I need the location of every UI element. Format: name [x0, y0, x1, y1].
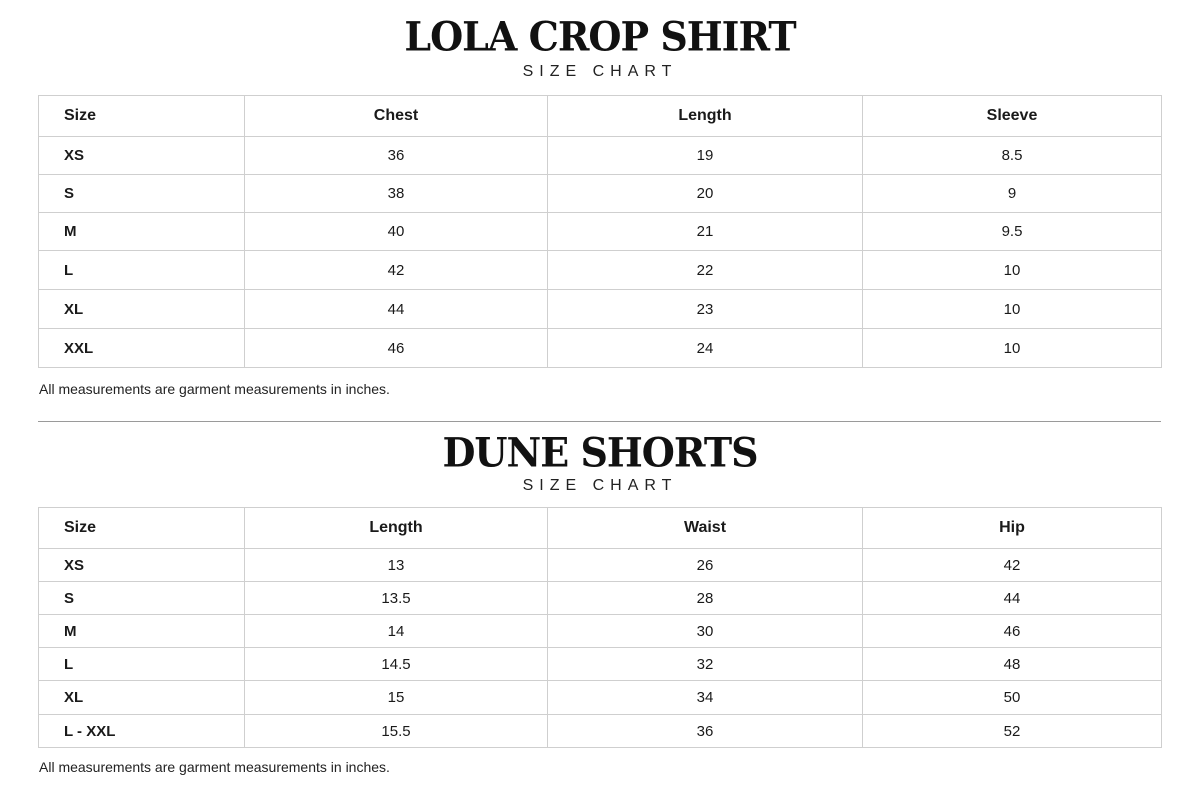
table-cell: 36 — [245, 137, 548, 175]
table-cell: 14.5 — [245, 648, 548, 681]
size-cell: XS — [39, 137, 245, 175]
table-cell: 44 — [863, 582, 1162, 615]
column-header: Waist — [548, 508, 863, 549]
table-cell: 19 — [548, 137, 863, 175]
table-cell: 10 — [863, 251, 1162, 290]
table-cell: 42 — [245, 251, 548, 290]
table-cell: 28 — [548, 582, 863, 615]
table-row — [39, 175, 1162, 213]
table-cell: 44 — [245, 290, 548, 329]
shorts-title: DUNE SHORTS — [442, 428, 758, 477]
table-cell: 40 — [245, 213, 548, 251]
table-cell: 8.5 — [863, 137, 1162, 175]
table-row — [39, 648, 1162, 681]
table-cell: 15 — [245, 681, 548, 715]
table-cell: 46 — [245, 329, 548, 368]
table-row — [39, 715, 1162, 748]
table-row — [39, 549, 1162, 582]
table-row — [39, 582, 1162, 615]
table-header-row — [39, 96, 1162, 137]
shirt-measurement-note: All measurements are garment measurements in inches. — [39, 381, 390, 397]
table-cell: 10 — [863, 329, 1162, 368]
table-cell: 34 — [548, 681, 863, 715]
table-cell: 50 — [863, 681, 1162, 715]
column-header: Hip — [863, 508, 1162, 549]
table-cell: 10 — [863, 290, 1162, 329]
table-row — [39, 681, 1162, 715]
size-cell: S — [39, 582, 245, 615]
size-cell: L — [39, 251, 245, 290]
table-cell: 24 — [548, 329, 863, 368]
table-cell: 22 — [548, 251, 863, 290]
table-cell: 32 — [548, 648, 863, 681]
column-header: Length — [245, 508, 548, 549]
column-header: Sleeve — [863, 96, 1162, 137]
size-cell: M — [39, 213, 245, 251]
table-row — [39, 213, 1162, 251]
table-row — [39, 290, 1162, 329]
table-row — [39, 251, 1162, 290]
size-cell: S — [39, 175, 245, 213]
column-header: Size — [39, 508, 245, 549]
table-cell: 38 — [245, 175, 548, 213]
table-cell: 13 — [245, 549, 548, 582]
table-cell: 14 — [245, 615, 548, 648]
table-row — [39, 615, 1162, 648]
shorts-size-table — [38, 507, 1162, 748]
table-cell: 15.5 — [245, 715, 548, 748]
size-cell: M — [39, 615, 245, 648]
table-cell: 9.5 — [863, 213, 1162, 251]
size-cell: XXL — [39, 329, 245, 368]
size-cell: L — [39, 648, 245, 681]
shirt-subtitle: SIZE CHART — [522, 63, 678, 80]
size-cell: XL — [39, 681, 245, 715]
column-header: Length — [548, 96, 863, 137]
table-cell: 52 — [863, 715, 1162, 748]
table-cell: 23 — [548, 290, 863, 329]
shirt-title: LOLA CROP SHIRT — [404, 12, 796, 61]
section-divider — [38, 421, 1161, 422]
table-cell: 36 — [548, 715, 863, 748]
table-cell: 13.5 — [245, 582, 548, 615]
table-cell: 48 — [863, 648, 1162, 681]
table-cell: 30 — [548, 615, 863, 648]
table-cell: 26 — [548, 549, 863, 582]
column-header: Chest — [245, 96, 548, 137]
size-cell: L - XXL — [39, 715, 245, 748]
shorts-subtitle: SIZE CHART — [522, 477, 678, 494]
table-row — [39, 137, 1162, 175]
size-cell: XS — [39, 549, 245, 582]
table-cell: 42 — [863, 549, 1162, 582]
shorts-measurement-note: All measurements are garment measurements in inches. — [39, 759, 390, 775]
table-header-row — [39, 508, 1162, 549]
table-row — [39, 329, 1162, 368]
size-cell: XL — [39, 290, 245, 329]
column-header: Size — [39, 96, 245, 137]
table-cell: 46 — [863, 615, 1162, 648]
table-cell: 9 — [863, 175, 1162, 213]
table-cell: 20 — [548, 175, 863, 213]
shirt-size-table — [38, 95, 1162, 368]
table-cell: 21 — [548, 213, 863, 251]
